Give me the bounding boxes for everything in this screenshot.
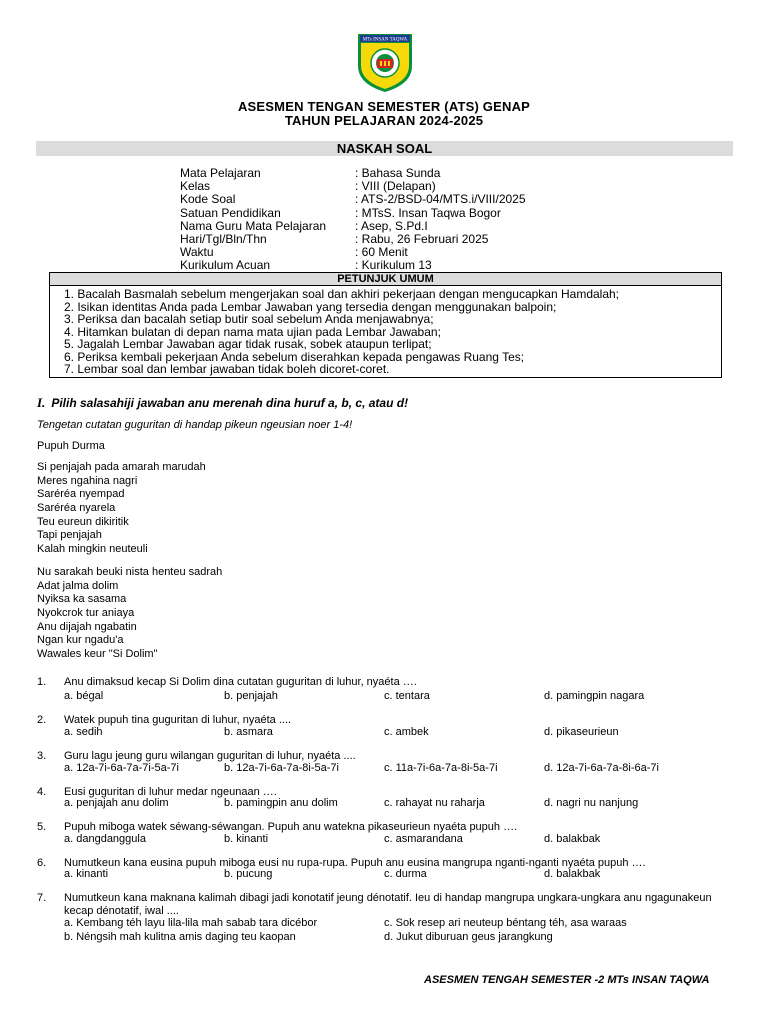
question-5-option-c: c. asmarandana <box>384 833 463 845</box>
poem-line: Si penjajah pada amarah marudah <box>37 461 206 473</box>
poem-line: Saréréa nyempad <box>37 488 125 501</box>
petunjuk-item: 6. Periksa kembali pekerjaan Anda sebelum diserahkan kepada pengawas Ruang Tes; <box>64 349 525 364</box>
poem-line: Tapi penjajah <box>37 529 102 542</box>
poem-line: Wawales keur "Si Dolim" <box>37 648 158 661</box>
poem-line: Saréréa nyarela <box>37 502 116 515</box>
question-6-option-d: d. balakbak <box>544 868 601 880</box>
question-6-option-c: c. durma <box>384 868 427 880</box>
question-6-option-a: a. kinanti <box>64 868 109 880</box>
question-3-option-a: a. 12a-7i-6a-7a-7i-5a-7i <box>64 762 179 774</box>
question-3-option-c: c. 11a-7i-6a-7a-8i-5a-7i <box>384 762 498 774</box>
poem-line: Kalah mingkin neuteuli <box>37 543 148 556</box>
question-6-option-b: b. pucung <box>224 868 273 880</box>
question-4-option-c: c. rahayat nu raharja <box>384 797 485 809</box>
question-2-option-c: c. ambek <box>384 726 429 738</box>
academic-year: TAHUN PELAJARAN 2024-2025 <box>284 113 484 128</box>
question-5-option-b: b. kinanti <box>224 833 269 845</box>
poem-line: Nyokcrok tur aniaya <box>37 607 135 620</box>
exam-title: ASESMEN TENGAN SEMESTER (ATS) GENAP <box>237 99 531 114</box>
question-2-option-a: a. sedih <box>64 726 103 738</box>
question-4-option-d: d. nagri nu nanjung <box>544 797 639 809</box>
petunjuk-item: 2. Isikan identitas Anda pada Lembar Jawaban yang tersedia dengan menggunakan balpoin; <box>64 299 557 314</box>
question-4-option-b: b. pamingpin anu dolim <box>224 797 338 809</box>
question-5-option-a: a. dangdanggula <box>64 833 146 845</box>
question-7-option-b: b. Néngsih mah kulitna amis daging teu kaopan <box>64 931 296 943</box>
question-2-option-d: d. pikaseurieun <box>544 726 619 738</box>
petunjuk-item: 4. Hitamkan bulatan di depan nama mata ujian pada Lembar Jawaban; <box>64 324 441 339</box>
poem-line: Teu eureun dikiritik <box>37 515 129 528</box>
question-4-option-a: a. penjajah anu dolim <box>64 797 169 809</box>
page-footer: ASESMEN TENGAH SEMESTER -2 MTs INSAN TAQWA <box>424 974 710 986</box>
petunjuk-item: 5. Jagalah Lembar Jawaban agar tidak rusak, sobek ataupun terlipat; <box>64 337 432 351</box>
question-7-option-c: c. Sok resep ari neuteup béntang téh, asa waraas <box>384 917 627 929</box>
section-heading <box>37 395 408 411</box>
question-1-option-b: b. penjajah <box>224 690 278 702</box>
poem-line: Meres ngahina nagri <box>37 474 138 487</box>
petunjuk-item: 3. Periksa dan bacalah setiap butir soal sebelum Anda menjawabnya; <box>64 312 434 326</box>
poem-line: Nyiksa ka sasama <box>37 593 127 606</box>
poem-title: Pupuh Durma <box>37 440 105 452</box>
question-2-option-b: b. asmara <box>224 726 273 738</box>
petunjuk-heading: PETUNJUK UMUM <box>49 272 722 286</box>
logo-lettering: MTs INSAN TAQWA <box>362 37 408 43</box>
poem-stanza-2 <box>37 566 222 662</box>
section-heading-text: Pilih salasahiji jawaban anu merenah dina huruf a, b, c, atau d! <box>51 396 409 410</box>
question-7-text-continued: kecap dénotatif, iwal .... <box>64 905 179 917</box>
question-1-option-c: c. tentara <box>384 690 430 702</box>
question-3-option-d: d. 12a-7i-6a-7a-8i-6a-7i <box>544 762 659 774</box>
school-logo <box>356 32 414 94</box>
petunjuk-list <box>49 285 722 378</box>
question-7-option-d: d. Jukut diburuan geus jarangkung <box>384 931 553 943</box>
question-7-option-a: a. Kembang téh layu lila-lila mah sabab tara dicébor <box>64 917 318 929</box>
petunjuk-item: 1. Bacalah Basmalah sebelum mengerjakan soal dan akhiri pekerjaan dengan mengucapkan Hamdalah; <box>64 287 620 301</box>
question-1-option-a: a. bégal <box>64 690 104 702</box>
poem-line: Adat jalma dolim <box>37 579 119 592</box>
poem-line: Anu dijajah ngabatin <box>37 620 137 633</box>
poem-line: Nu sarakah beuki nista henteu sadrah <box>37 566 223 578</box>
section-number: I. <box>37 395 46 410</box>
question-3-option-b: b. 12a-7i-6a-7a-8i-5a-7i <box>224 762 339 774</box>
poem-stanza-1 <box>37 461 206 557</box>
question-1-option-d: d. pamingpin nagara <box>544 690 645 702</box>
poem-line: Ngan kur ngadu'a <box>37 634 124 647</box>
petunjuk-item: 7. Lembar soal dan lembar jawaban tidak boleh dicoret-coret. <box>64 362 390 376</box>
naskah-soal-banner: NASKAH SOAL <box>36 141 733 156</box>
section-instruction: Tengetan cutatan guguritan di handap pikeun ngeusian noer 1-4! <box>37 419 353 431</box>
question-5-option-d: d. balakbak <box>544 833 601 845</box>
